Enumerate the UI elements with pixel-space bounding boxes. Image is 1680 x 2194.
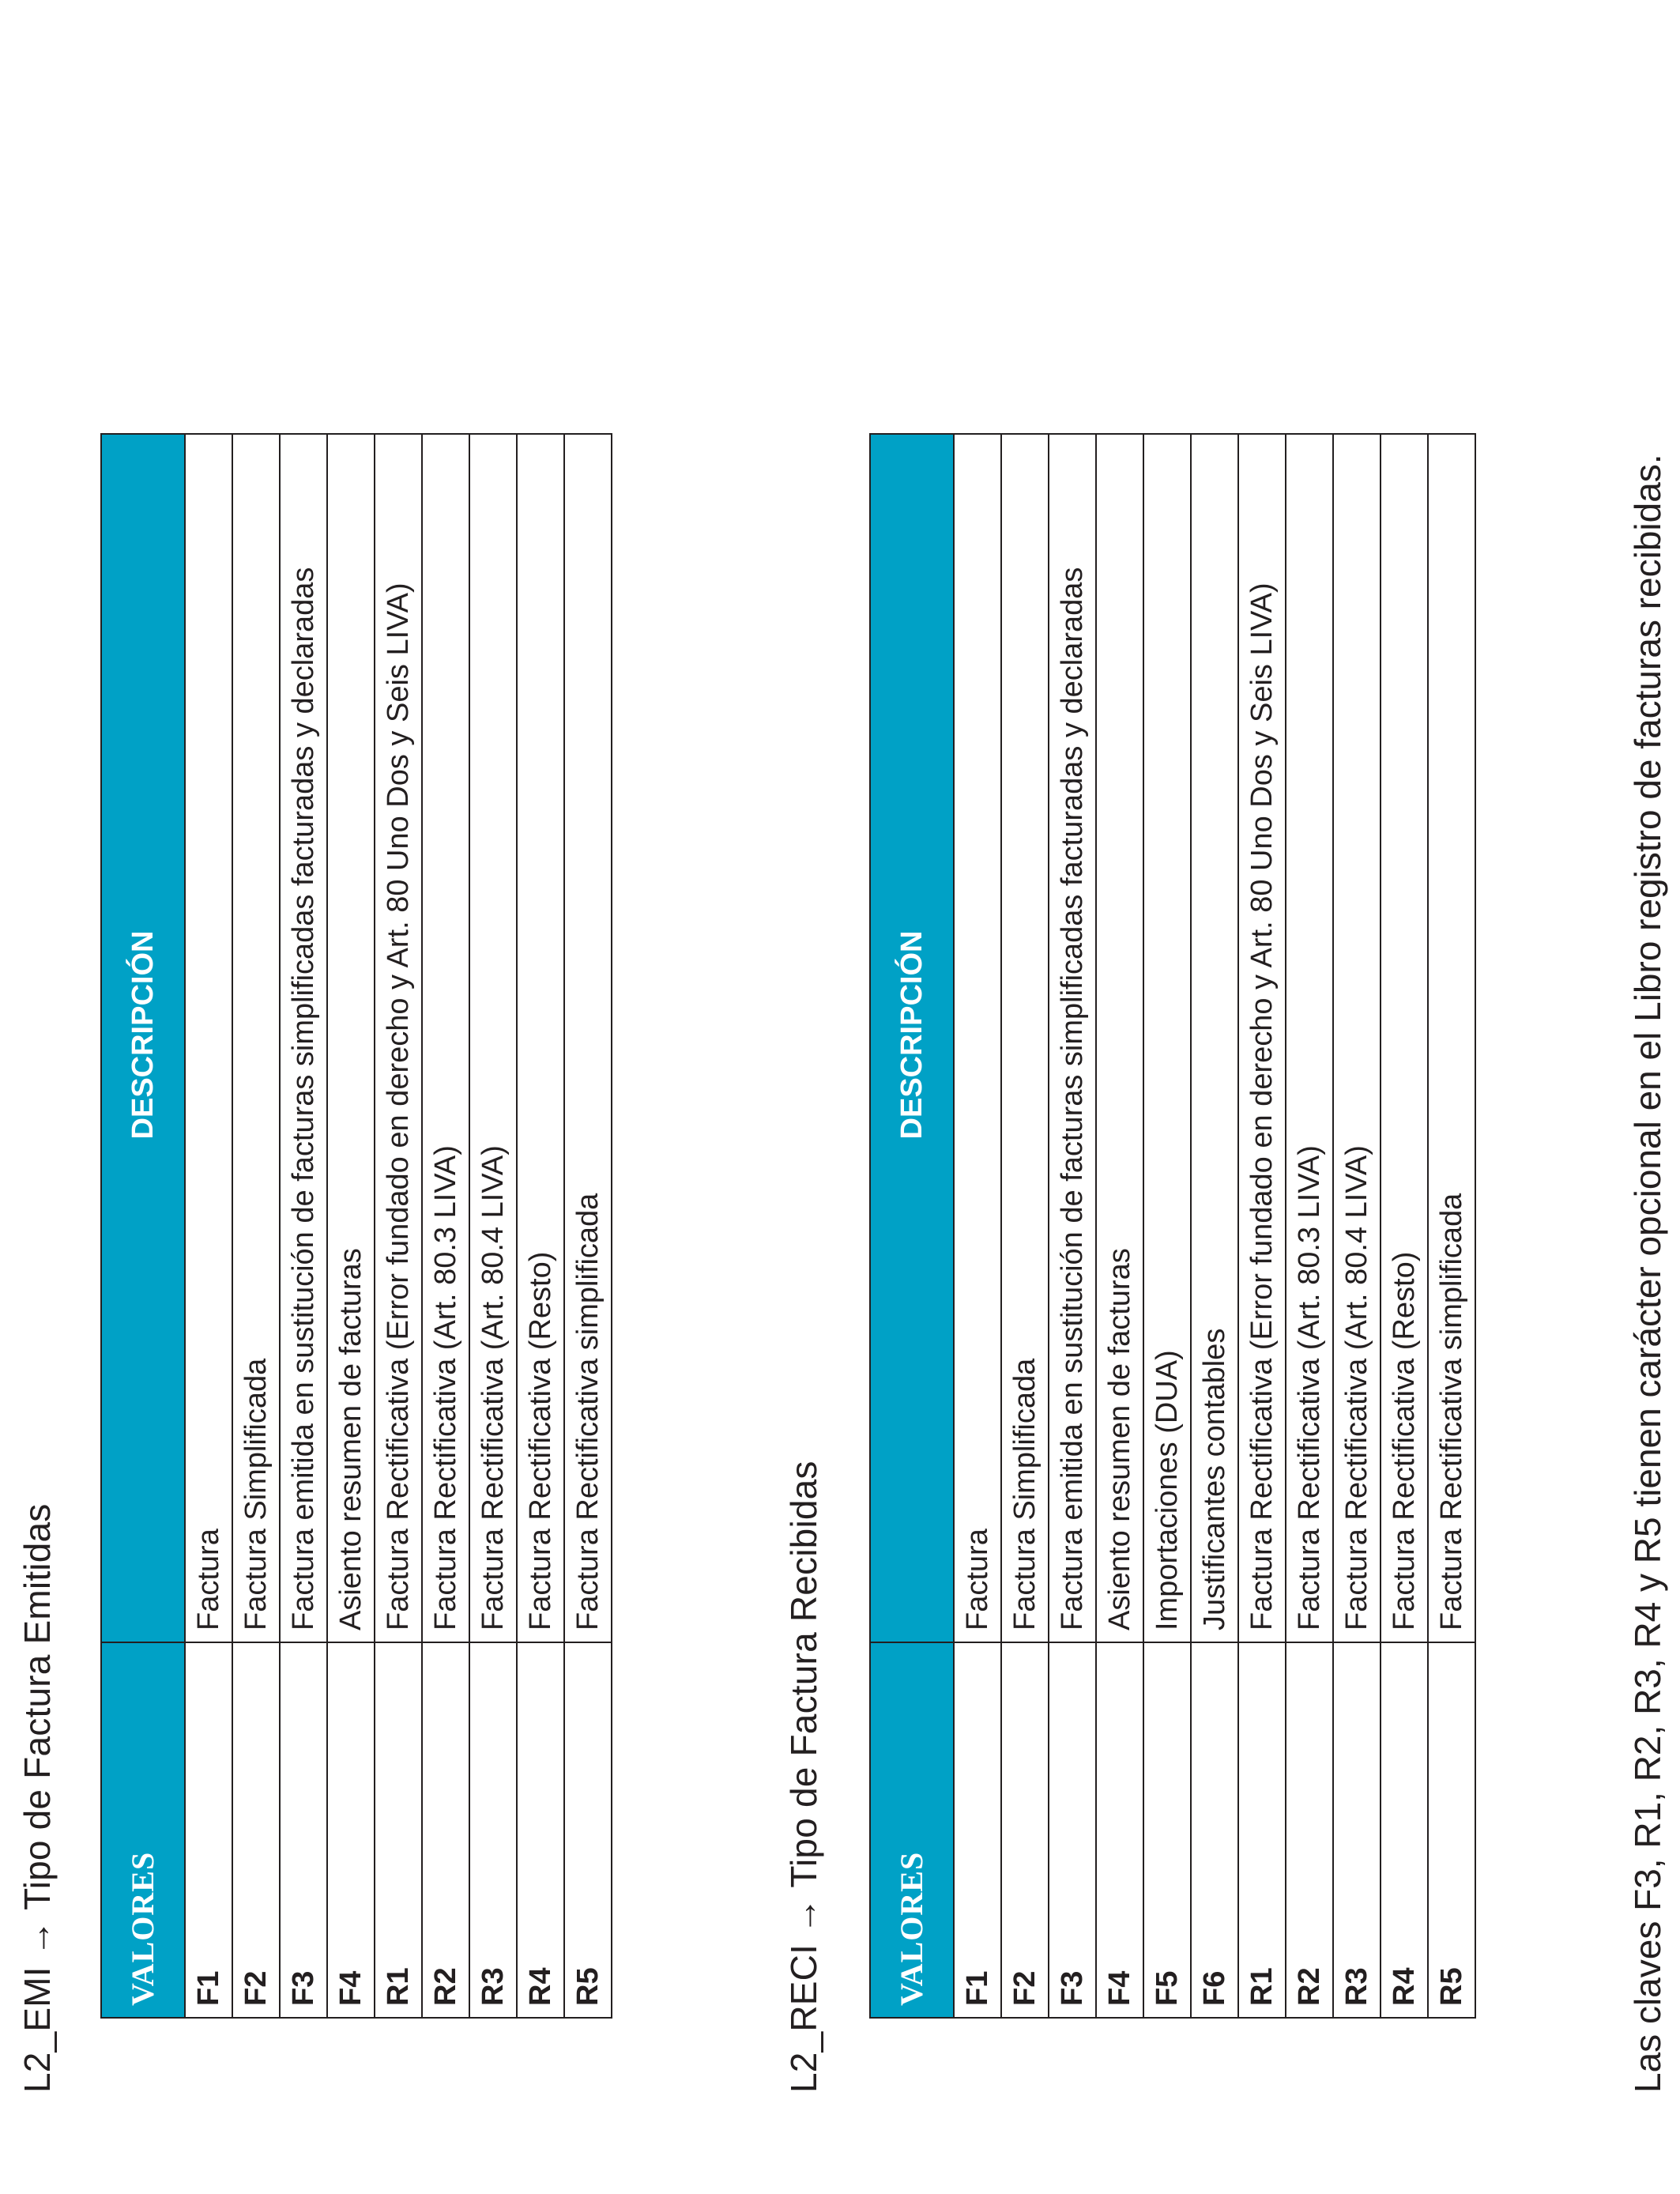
table-row: [1333, 434, 1381, 2018]
column-header-valores: VALORES: [870, 1642, 954, 2018]
title-code-emitidas: L2_EMI: [17, 1966, 58, 2093]
cell-code: F6: [1191, 1642, 1238, 2018]
cell-code: F4: [327, 1642, 375, 2018]
cell-code: R5: [564, 1642, 612, 2018]
table-header-row: [101, 434, 185, 2018]
cell-description: Importaciones (DUA): [1143, 434, 1191, 1642]
cell-code: R3: [469, 1642, 517, 2018]
cell-description: Factura Rectificativa (Art. 80.3 LIVA): [422, 434, 469, 1642]
table-row: [564, 434, 612, 2018]
table-header-row: [870, 434, 954, 2018]
cell-code: F3: [1049, 1642, 1096, 2018]
cell-description: Factura Rectificativa (Art. 80.4 LIVA): [469, 434, 517, 1642]
cell-code: F3: [280, 1642, 327, 2018]
cell-description: Factura Rectificativa (Art. 80.3 LIVA): [1286, 434, 1333, 1642]
cell-code: F2: [232, 1642, 280, 2018]
table-row: [954, 434, 1001, 2018]
table-row: [1191, 434, 1238, 2018]
table-row: [185, 434, 232, 2018]
table-row: [375, 434, 422, 2018]
cell-description: Factura emitida en sustitución de facturas simplificadas facturadas y declaradas: [280, 434, 327, 1642]
arrow-right-icon: →: [17, 1920, 58, 1957]
arrow-right-icon: →: [783, 1897, 824, 1934]
table-row: [1143, 434, 1191, 2018]
table-row: [327, 434, 375, 2018]
title-text-emitidas: Tipo de Factura Emitidas: [17, 1503, 58, 1910]
table-row: [1001, 434, 1049, 2018]
cell-description: Justificantes contables: [1191, 434, 1238, 1642]
cell-description: Factura Rectificativa (Error fundado en derecho y Art. 80 Uno Dos y Seis LIVA): [375, 434, 422, 1642]
cell-code: R1: [375, 1642, 422, 2018]
cell-code: F1: [185, 1642, 232, 2018]
cell-description: Factura Rectificativa (Art. 80.4 LIVA): [1333, 434, 1381, 1642]
cell-code: F5: [1143, 1642, 1191, 2018]
table-body-recibidas: [954, 434, 1475, 2018]
table-row: [232, 434, 280, 2018]
cell-code: R2: [1286, 1642, 1333, 2018]
cell-code: R1: [1238, 1642, 1286, 2018]
table-row: [1381, 434, 1428, 2018]
cell-description: Asiento resumen de facturas: [1096, 434, 1143, 1642]
table-emitidas: [100, 433, 612, 2019]
cell-description: Factura Simplificada: [232, 434, 280, 1642]
cell-description: Factura Simplificada: [1001, 434, 1049, 1642]
cell-description: Factura emitida en sustitución de facturas simplificadas facturadas y declaradas: [1049, 434, 1096, 1642]
table-body-emitidas: [185, 434, 612, 2018]
column-header-descripcion: DESCRIPCIÓN: [101, 434, 185, 1642]
section-title-recibidas: [782, 1461, 825, 2093]
cell-code: F1: [954, 1642, 1001, 2018]
table-row: [1238, 434, 1286, 2018]
table-row: [469, 434, 517, 2018]
cell-code: F4: [1096, 1642, 1143, 2018]
cell-code: F2: [1001, 1642, 1049, 2018]
cell-code: R4: [1381, 1642, 1428, 2018]
cell-code: R4: [517, 1642, 564, 2018]
section-title-emitidas: [16, 1504, 58, 2094]
column-header-descripcion: DESCRIPCIÓN: [870, 434, 954, 1642]
cell-description: Factura Rectificativa simplificada: [564, 434, 612, 1642]
cell-description: Factura Rectificativa (Resto): [517, 434, 564, 1642]
table-row: [1049, 434, 1096, 2018]
table-row: [517, 434, 564, 2018]
table-recibidas: [869, 433, 1476, 2019]
title-text-recibidas: Tipo de Factura Recibidas: [783, 1461, 824, 1888]
cell-description: Factura: [185, 434, 232, 1642]
footnote: Las claves F3, R1, R2, R3, R4 y R5 tienen carácter opcional en el Libro registro de facturas recibidas.: [1627, 454, 1668, 2093]
cell-description: Factura Rectificativa (Error fundado en derecho y Art. 80 Uno Dos y Seis LIVA): [1238, 434, 1286, 1642]
table-row: [1286, 434, 1333, 2018]
cell-code: R2: [422, 1642, 469, 2018]
cell-description: Asiento resumen de facturas: [327, 434, 375, 1642]
title-code-recibidas: L2_RECI: [783, 1943, 824, 2093]
table-row: [1428, 434, 1475, 2018]
cell-code: R5: [1428, 1642, 1475, 2018]
cell-description: Factura Rectificativa simplificada: [1428, 434, 1475, 1642]
column-header-valores: VALORES: [101, 1642, 185, 2018]
cell-code: R3: [1333, 1642, 1381, 2018]
cell-description: Factura: [954, 434, 1001, 1642]
table-row: [280, 434, 327, 2018]
table-row: [422, 434, 469, 2018]
table-row: [1096, 434, 1143, 2018]
cell-description: Factura Rectificativa (Resto): [1381, 434, 1428, 1642]
